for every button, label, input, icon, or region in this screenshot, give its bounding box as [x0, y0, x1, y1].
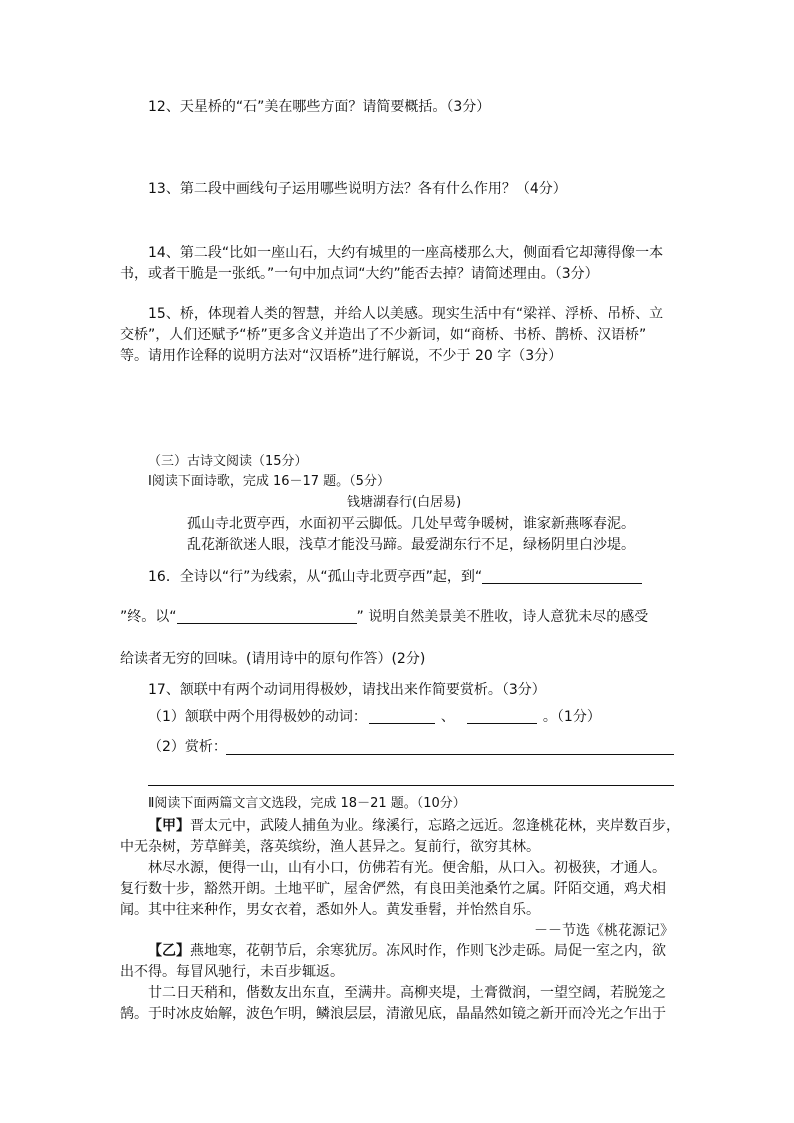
- passage-yi-line-3: 廿二日天稍和，偕数友出东直，至满井。高柳夹堤，土膏微润，一望空阔，若脱笼之: [148, 985, 666, 1001]
- answer-blank-17-verb-2[interactable]: [467, 709, 537, 724]
- passage-jia-line-5: 闻。其中往来种作，男女衣着，悉如外人。黄发垂髫，并怡然自乐。: [120, 902, 540, 918]
- poem-line-1: 孤山寺北贾亭西，水面初平云脚低。几处早莺争暖树，谁家新燕啄春泥。: [187, 516, 635, 532]
- passage-yi-line-4: 鹄。于时冰皮始解，波色乍明，鳞浪层层，清澈见底，晶晶然如镜之新开而冷光之乍出于: [120, 1006, 666, 1022]
- section-3-title: （三）古诗文阅读（15分）: [148, 454, 308, 469]
- passage-yi-line-2: 出不得。每冒风驰行，未百步辄返。: [120, 964, 344, 980]
- question-15-line-3: 等。请用作诠释的说明方法对“汉语桥”进行解说，不少于 20 字（3分）: [120, 348, 563, 364]
- question-16-text-2a: ”终。以“: [120, 609, 177, 625]
- question-12: 12、天星桥的“石”美在哪些方面？请简要概括。（3分）: [148, 99, 491, 115]
- question-17-sub-2: [148, 738, 227, 756]
- question-15-line-1: 15、桥，体现着人类的智慧，并给人以美感。现实生活中有“梁祥、浮桥、吊桥、立: [148, 306, 664, 322]
- poem-title: 钱塘湖春行(白居易): [347, 495, 462, 510]
- answer-blank-16a[interactable]: [482, 569, 642, 584]
- passage-jia-line-1: [148, 817, 680, 835]
- question-16-text-2b: ” 说明自然美景美不胜收，诗人意犹未尽的感受: [356, 609, 649, 625]
- answer-blank-17-verb-1[interactable]: [369, 709, 435, 724]
- answer-blank-16b[interactable]: [177, 609, 357, 624]
- passage-yi-tag: 【乙】: [148, 943, 190, 959]
- passage-jia-source: －－节选《桃花源记》: [534, 923, 674, 939]
- classical-intro: Ⅱ阅读下面两篇文言文选段，完成 18－21 题。（10分）: [148, 796, 466, 811]
- question-16-line-3: 给读者无穷的回味。(请用诗中的原句作答）(2分): [120, 651, 426, 667]
- answer-line-17-1[interactable]: [226, 754, 674, 755]
- question-16-line-1: [148, 568, 642, 586]
- question-17-sub-1: [148, 708, 601, 726]
- passage-jia-tag: 【甲】: [148, 818, 190, 834]
- passage-yi-line-1: [148, 942, 666, 960]
- passage-jia-line-2: 中无杂树，芳草鲜美，落英缤纷，渔人甚异之。复前行，欲穷其林。: [120, 839, 540, 855]
- poem-intro: Ⅰ阅读下面诗歌，完成 16－17 题。（5分）: [148, 474, 390, 489]
- question-14-line-2: 书，或者干脆是一张纸。”一句中加点词“大约”能否去掉？请简述理由。（3分）: [120, 266, 599, 282]
- question-17-sub-2-label: （2）赏析：: [148, 739, 227, 755]
- answer-line-17-2[interactable]: [148, 785, 674, 786]
- passage-jia-line-4: 复行数十步，豁然开朗。土地平旷，屋舍俨然，有良田美池桑竹之属。阡陌交通，鸡犬相: [120, 881, 666, 897]
- passage-jia-line-3: 林尽水源，便得一山，山有小口，仿佛若有光。便舍船，从口入。初极狭，才通人。: [148, 860, 666, 876]
- question-15-line-2: 交桥”，人们还赋予“桥”更多含义并造出了不少新词，如“商桥、书桥、鹊桥、汉语桥”: [120, 327, 647, 343]
- question-17-sub-1-score: 。（1分）: [542, 709, 601, 725]
- question-16-line-2: [120, 608, 648, 626]
- passage-yi-text-1: 燕地寒，花朝节后，余寒犹厉。冻风时作，作则飞沙走砾。局促一室之内，欲: [190, 943, 666, 959]
- passage-jia-text-1: 晋太元中，武陵人捕鱼为业。缘溪行，忘路之远近。忽逢桃花林，夹岸数百步，: [190, 818, 680, 834]
- question-16-text-1: 16．全诗以“行”为线索，从“孤山寺北贾亭西”起，到“: [148, 569, 483, 585]
- poem-line-2: 乱花渐欲迷人眼，浅草才能没马蹄。最爱湖东行不足，绿杨阴里白沙堤。: [187, 537, 635, 553]
- question-17-sub-1-label: （1）颔联中两个用得极妙的动词：: [148, 709, 367, 725]
- question-17-stem: 17、颔联中有两个动词用得极妙，请找出来作简要赏析。（3分）: [148, 682, 546, 698]
- question-17-sub-1-sep: 、: [440, 709, 455, 725]
- question-13: 13、第二段中画线句子运用哪些说明方法？各有什么作用？（4分）: [148, 181, 567, 197]
- question-14-line-1: 14、第二段“比如一座山石，大约有城里的一座高楼那么大，侧面看它却薄得像一本: [148, 245, 664, 261]
